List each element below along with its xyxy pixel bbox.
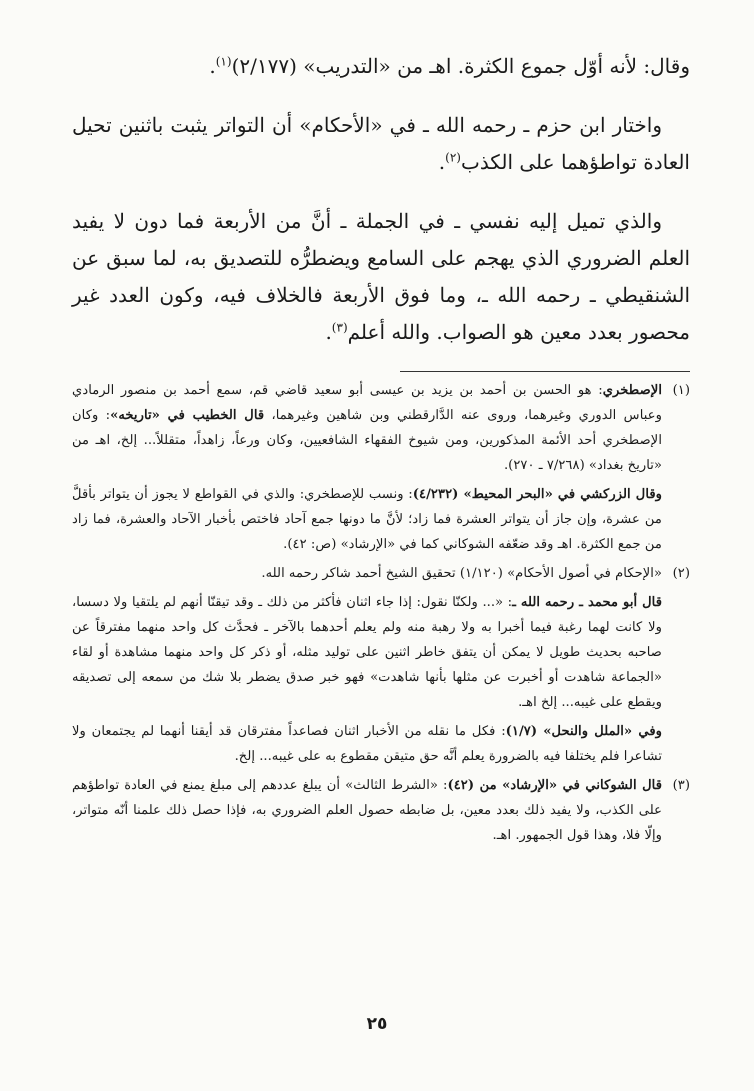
footnote-2-para-3 <box>72 719 662 769</box>
paragraph-1-text: وقال: لأنه أوّل جموع الكثرة. اهـ من «التدريب» (٢/١٧٧) <box>231 54 690 78</box>
footnote-2-text-b: : «... ولكنّا نقول: إذا جاء اثنان فأكثر من ذلك ـ وقد تيقنّا أنهم لم يلتقيا ولا دسسا، ولا كانت لهما رغبة فيما أخبرا به ولا رهبة منه ولم يعلم أحدهما بالآخر ـ فحدَّث كل واحد منهما مفترقاً عن صاحبه بحديث طويل لا يمكن أن يتفق خاطر اثنين على توليد مثله، أو ذكر كل واحد منهما مشاهدة أو لقاء «الجماعة شاهدت أو أخبرت عن مثلها بأنها شاهدت» فهو خبر صدق يضطر بلا شك من سمعه إلى تصديقه ويقطع على غيبه... إلخ اهـ. <box>72 595 662 710</box>
footnote-2-para-1: «الإحكام في أصول الأحكام» (١/١٢٠) تحقيق الشيخ أحمد شاكر رحمه الله. <box>261 566 662 581</box>
paragraph-3 <box>72 203 690 351</box>
footnote-1-text-a: : هو الحسن بن أحمد بن يزيد بن عيسى أبو سعيد قاضي قم، سمع أحمد بن منصور الرمادي وعباس الدوري وغيرهما، وروى عنه الدَّارقطني وبن شاهين وغيرهما، <box>72 383 662 423</box>
footnote-2-number: (٢) <box>672 566 690 581</box>
footnote-3 <box>72 773 690 848</box>
footnote-3-source: قال الشوكاني في «الإرشاد» من (٤٢) <box>447 778 662 793</box>
footnote-2 <box>72 561 690 769</box>
paragraph-1-end: . <box>209 54 216 78</box>
footnote-3-number: (٣) <box>672 778 690 793</box>
footnote-ref-2: (٢) <box>445 150 461 165</box>
footnote-separator <box>400 371 690 372</box>
footnote-1-heading: الإصطخري <box>602 383 662 398</box>
footnote-1 <box>72 378 690 557</box>
footnote-3-text: : «الشرط الثالث» أن يبلغ عددهم إلى مبلغ يمنع في العادة تواطؤهم على الكذب، ولا يفيد ذلك بعدد معين، بل ضابطه حصول العلم الضروري به، فإذا حصل ذلك علمنا أنّه متواتر، وإلّا فلا، وهذا قول الجمهور. اهـ. <box>72 778 662 843</box>
paragraph-2-end: . <box>438 150 446 174</box>
footnote-1-para-2 <box>72 482 662 557</box>
footnote-1-text-c: : ونسب للإصطخري: والذي في القواطع لا يجوز أن يتواتر بأقلَّ من عشرة، وإن جاز أن يتواتر العشرة فما زاد؛ لأنَّ ما دونها جمع آحاد فاختص بأخبار الآحاد والعشرة، فما زاد من جمع الكثرة. اهـ وقد ضعّفه الشوكاني كما في «الإرشاد» (ص: ٤٢). <box>72 487 662 552</box>
footnote-2-text-c: : فكل ما نقله من الأخبار اثنان فصاعداً مفترقان قد أيقنا أنهما لم يجتمعان ولا تشاعرا فلم يختلفا فيه بالضرورة يعلم أنَّه حق متيقن مقطوع به على غيبه... إلخ. <box>72 724 662 764</box>
paragraph-3-text: والذي تميل إليه نفسي ـ في الجملة ـ أنَّ من الأربعة فما دون لا يفيد العلم الضروري الذي يهجم على السامع ويضطرُّه للتصديق به، لما سبق عن الشنقيطي ـ رحمه الله ـ، وما فوق الأربعة فالخلاف فيه، وكون العدد غير محصور بعدد معين هو الصواب. والله أعلم <box>72 209 690 344</box>
footnote-1-para-1 <box>72 378 662 478</box>
footnote-ref-3: (٣) <box>331 320 348 335</box>
footnote-1-source-2: وقال الزركشي في «البحر المحيط» (٤/٢٣٢) <box>412 487 663 502</box>
footnote-1-number: (١) <box>672 383 690 398</box>
footnote-1-text-b: : وكان الإصطخري أحد الأئمة المذكورين، ومن شيوخ الفقهاء الشافعيين، وكان ورعاً، زاهداً، متقللاً... إلخ، اهـ من «تاريخ بغداد» (٧/٢٦٨ ـ ٢٧٠). <box>72 408 662 473</box>
footnote-1-source-1: قال الخطيب في «تاريخه» <box>110 408 265 423</box>
footnote-2-para-2 <box>72 590 662 715</box>
footnote-3-para-1 <box>72 773 662 848</box>
footnote-ref-1: (١) <box>215 54 232 69</box>
footnote-2-source-2: وفي «الملل والنحل» (١/٧) <box>505 724 662 739</box>
footnotes <box>72 378 690 852</box>
paragraph-3-end: . <box>325 320 332 344</box>
paragraph-2-text: واختار ابن حزم ـ رحمه الله ـ في «الأحكام» أن التواتر يثبت باثنين تحيل العادة تواطؤهما على الكذب <box>72 113 690 174</box>
footnote-2-source-1: قال أبو محمد ـ رحمه الله ـ <box>512 595 663 610</box>
paragraph-2 <box>72 107 690 181</box>
main-text <box>72 48 690 373</box>
page-number: ٢٥ <box>366 1014 388 1034</box>
paragraph-1 <box>72 48 690 85</box>
